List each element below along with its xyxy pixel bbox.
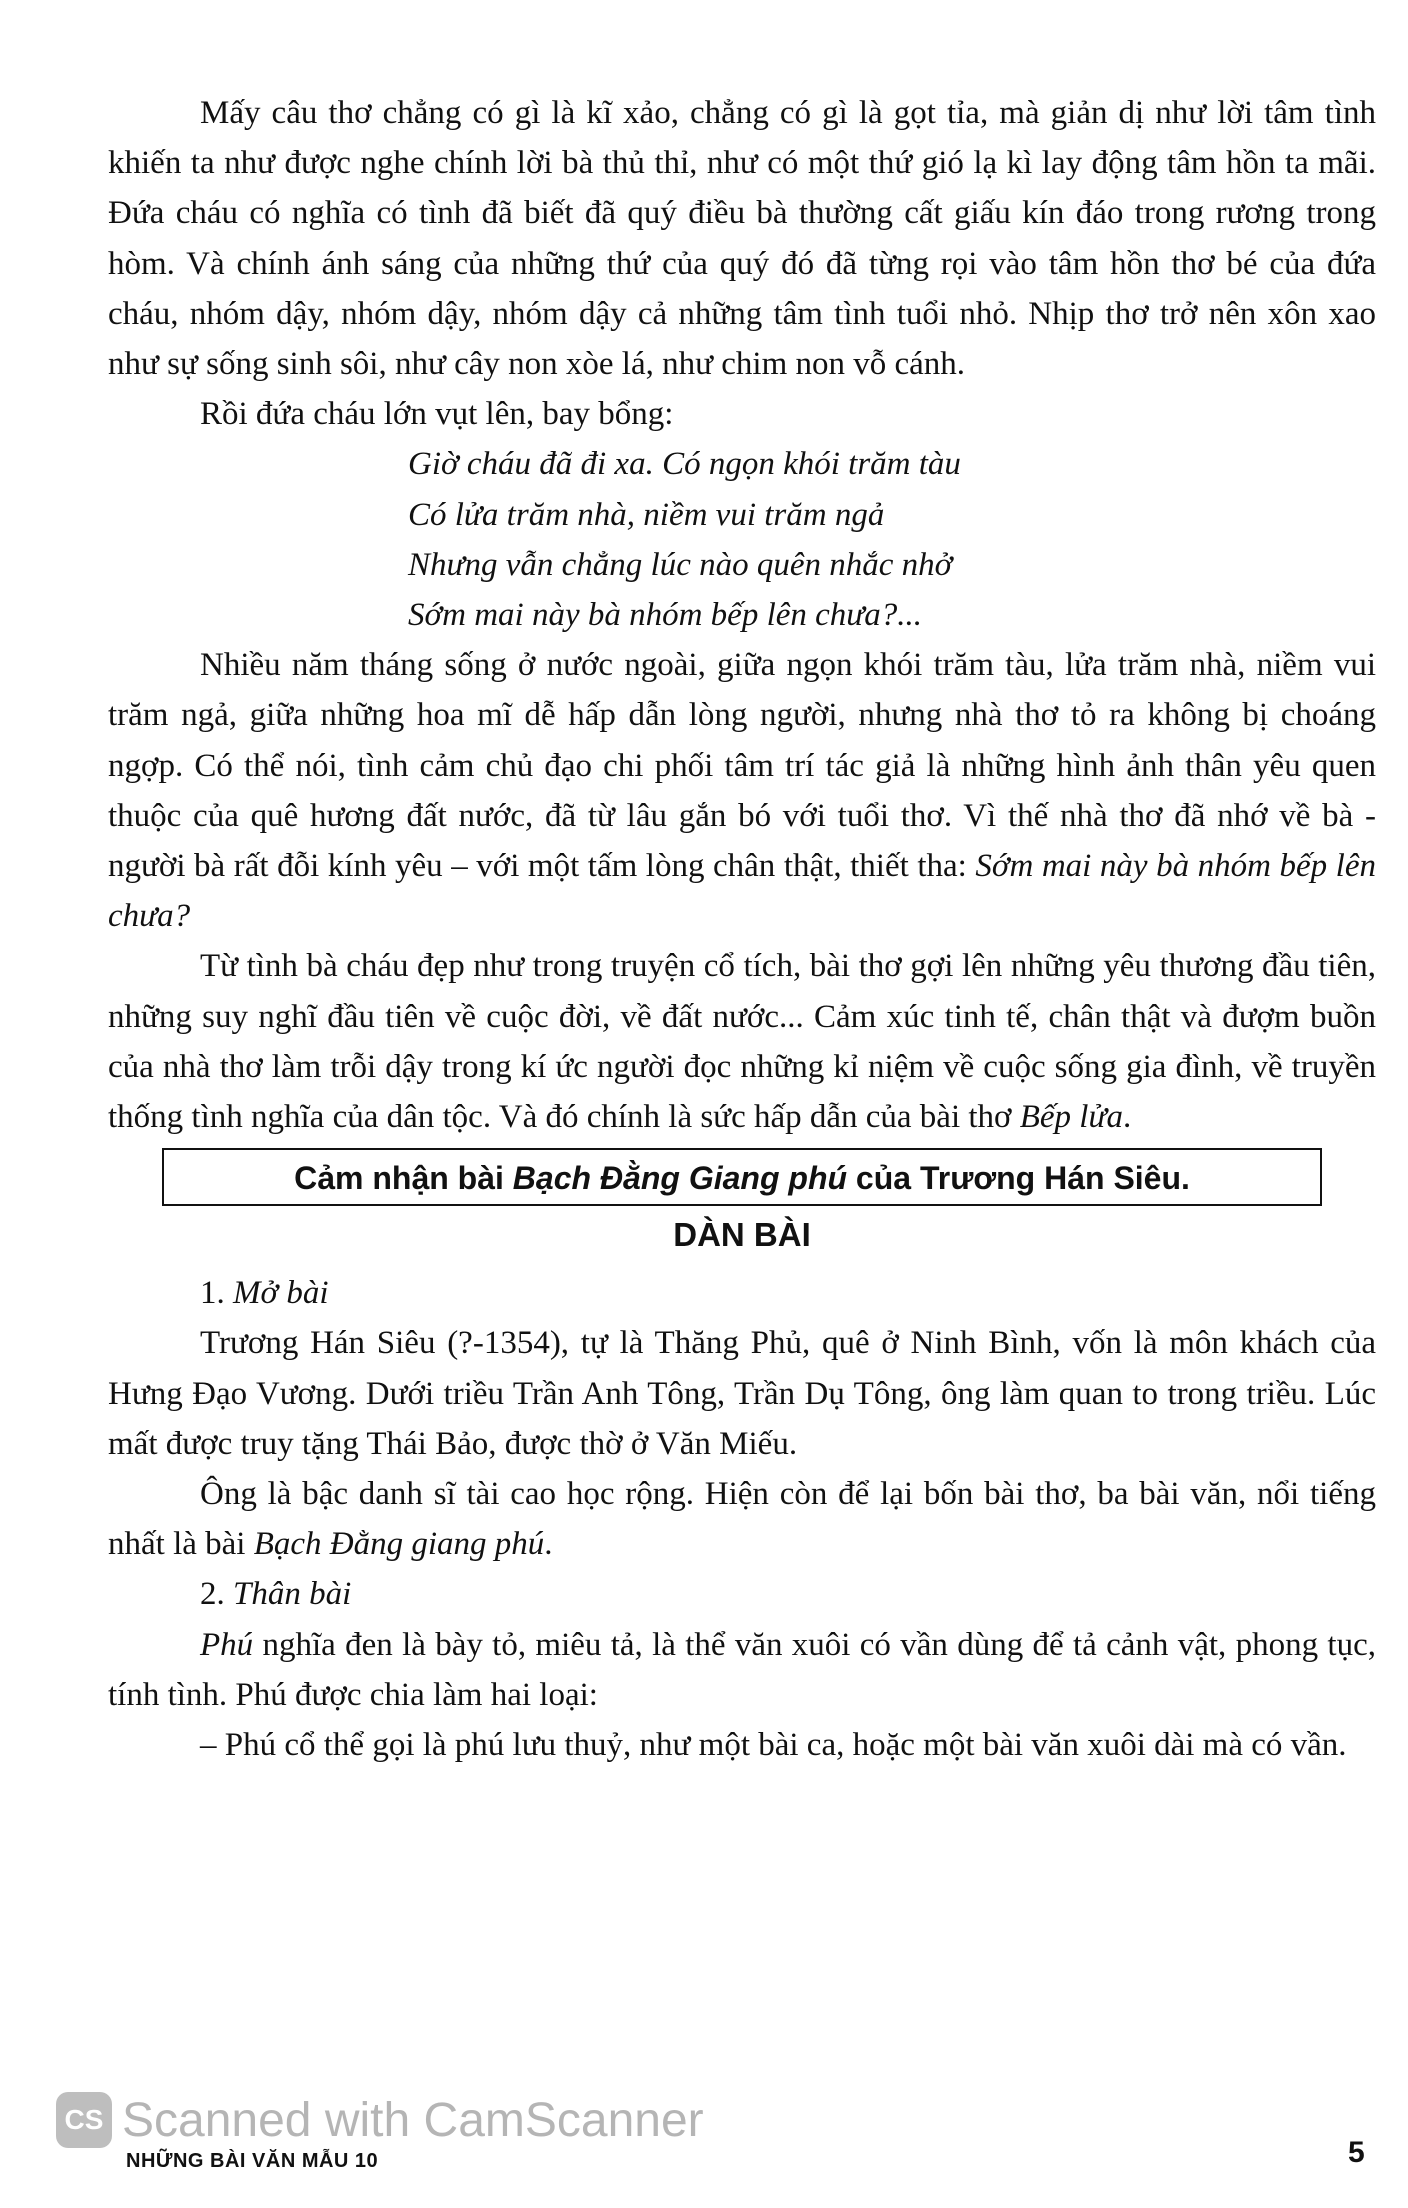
section-1-paragraph-2 xyxy=(108,1469,1376,1569)
section-1-paragraph-2-work: Bạch Đằng giang phú xyxy=(253,1526,545,1563)
section-1-paragraph-2-text: Ông là bậc danh sĩ tài cao học rộng. Hiện còn để lại bốn bài thơ, ba bài văn, nổi tiếng nhất là bài xyxy=(108,1476,1376,1563)
paragraph-1: Mấy câu thơ chẳng có gì là kĩ xảo, chẳng có gì là gọt tỉa, mà giản dị như lời tâm tình khiến ta như được nghe chính lời bà thủ thỉ, như có một thứ gió lạ kì lay động tâm hồn ta mãi. Đứa cháu có nghĩa có tình đã biết đã quý điều bà thường cất giấu kín đáo trong rương trong hòm. Và chính ánh sáng của những thứ của quý đó đã từng rọi vào tâm hồn thơ bé của đứa cháu, nhóm dậy, nhóm dậy, nhóm dậy cả những tâm tình tuổi nhỏ. Nhịp thơ trở nên xôn xao như sự sống sinh sôi, như cây non xòe lá, như chim non vỗ cánh. xyxy=(108,95,1376,383)
section-1-number: 1. xyxy=(200,1275,233,1312)
watermark-text: Scanned with CamScanner xyxy=(122,2093,704,2147)
section-1-paragraph-1: Trương Hán Siêu (?-1354), tự là Thăng Phủ, quê ở Ninh Bình, vốn là môn khách của Hưng Đạo Vương. Dưới triều Trần Anh Tông, Trần Dụ Tông, ông làm quan to trong triều. Lúc mất được truy tặng Thái Bảo, được thờ ở Văn Miếu. xyxy=(108,1325,1376,1462)
poem-line: Sớm mai này bà nhóm bếp lên chưa?... xyxy=(408,597,923,634)
camscanner-logo-icon: CS xyxy=(56,2092,112,2148)
poem-line: Có lửa trăm nhà, niềm vui trăm ngả xyxy=(408,496,885,533)
section-1-paragraph-2-end: . xyxy=(544,1526,553,1563)
poem-line: Nhưng vẫn chẳng lúc nào quên nhắc nhở xyxy=(408,546,953,583)
paragraph-3-quote: Sớm mai này bà nhóm bếp lên chưa? xyxy=(108,848,1376,935)
section-2-paragraph-1-text: nghĩa đen là bày tỏ, miêu tả, là thể văn xuôi có vần dùng để tả cảnh vật, phong tục, tính tình. Phú được chia làm hai loại: xyxy=(108,1626,1376,1713)
paragraph-2: Rồi đứa cháu lớn vụt lên, bay bổng: xyxy=(200,396,674,433)
poem-quote xyxy=(408,439,1376,640)
text-column xyxy=(108,88,1376,1770)
footer-book-title: NHỮNG BÀI VĂN MẪU 10 xyxy=(126,2150,379,2172)
section-heading xyxy=(162,1148,1322,1206)
section-1-heading xyxy=(108,1268,1376,1318)
paragraph-4-title: Bếp lửa xyxy=(1019,1099,1123,1136)
paragraph-3-text: Nhiều năm tháng sống ở nước ngoài, giữa ngọn khói trăm tàu, lửa trăm nhà, niềm vui trăm ngả, giữa những hoa mĩ dễ hấp dẫn lòng người, nhưng nhà thơ tỏ ra không bị choáng ngợp. Có thể nói, tình cảm chủ đạo chi phối tâm trí tác giả là những hình ảnh thân yêu quen thuộc của quê hương đất nước, đã từ lâu gắn bó với tuổi thơ. Vì thế nhà thơ đã nhớ về bà - người bà rất đỗi kính yêu – với một tấm lòng chân thật, thiết tha: xyxy=(108,647,1376,885)
poem-line: Giờ cháu đã đi xa. Có ngọn khói trăm tàu xyxy=(408,446,961,483)
paragraph-4-end: . xyxy=(1122,1099,1132,1136)
heading-prefix: Cảm nhận bài xyxy=(294,1160,513,1197)
camscanner-watermark xyxy=(56,2092,704,2148)
paragraph-4 xyxy=(108,941,1376,1142)
section-2-term: Phú xyxy=(200,1626,254,1663)
section-2-name: Thân bài xyxy=(233,1576,352,1613)
outline-title: DÀN BÀI xyxy=(673,1216,811,1254)
section-2-paragraph-2: – Phú cổ thể gọi là phú lưu thuỷ, như một bài ca, hoặc một bài văn xuôi dài mà có vần. xyxy=(200,1727,1347,1764)
heading-work: Bạch Đằng Giang phú xyxy=(512,1160,848,1197)
page-number: 5 xyxy=(1348,2136,1365,2169)
section-2-heading xyxy=(108,1569,1376,1619)
section-2-number: 2. xyxy=(200,1576,233,1613)
section-2-paragraph-1 xyxy=(108,1620,1376,1720)
heading-suffix: của Trương Hán Siêu. xyxy=(847,1160,1190,1197)
section-1-name: Mở bài xyxy=(233,1275,329,1312)
paragraph-4-text: Từ tình bà cháu đẹp như trong truyện cổ tích, bài thơ gợi lên những yêu thương đầu tiên, những suy nghĩ đầu tiên về cuộc đời, về đất nước... Cảm xúc tinh tế, chân thật và đượm buồn của nhà thơ làm trỗi dậy trong kí ức người đọc những kỉ niệm về cuộc sống gia đình, về truyền thống tình nghĩa của dân tộc. Và đó chính là sức hấp dẫn của bài thơ xyxy=(108,948,1376,1136)
paragraph-3 xyxy=(108,640,1376,941)
